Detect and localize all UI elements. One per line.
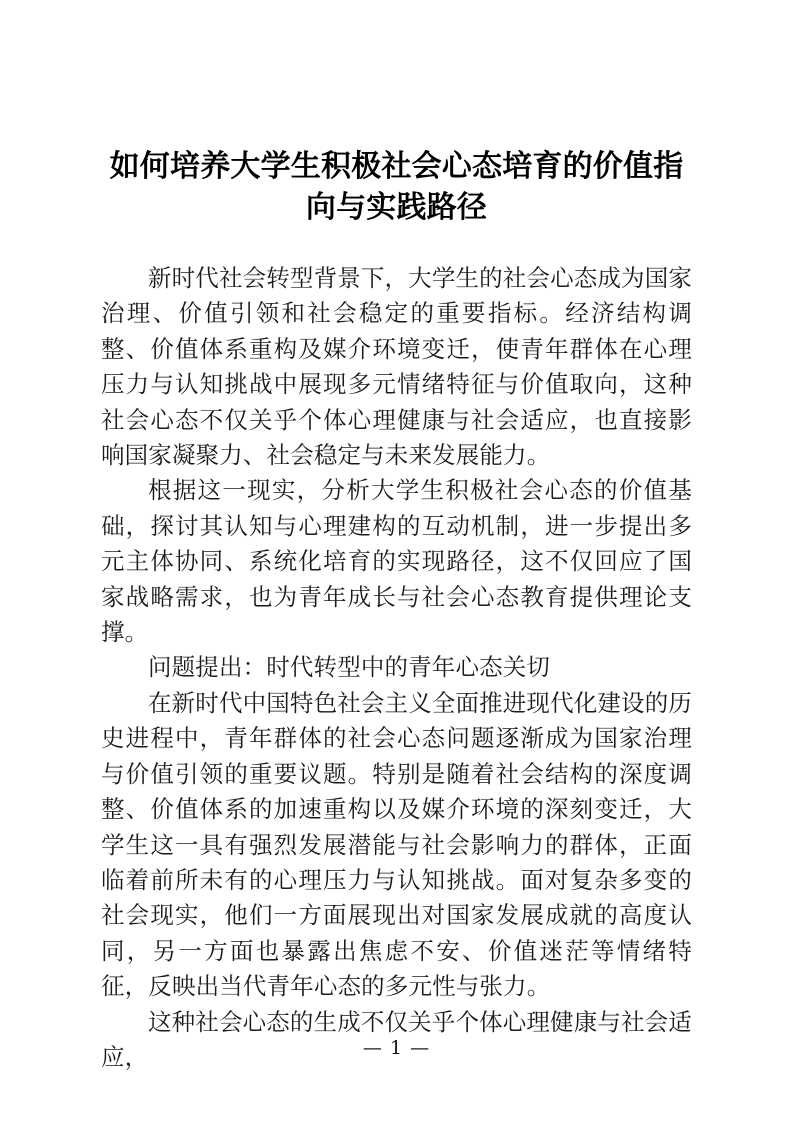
- page-title: 如何培养大学生积极社会心态培育的价值指向与实践路径: [109, 150, 684, 224]
- paragraph-problem-statement-body: 在新时代中国特色社会主义全面推进现代化建设的历史进程中，青年群体的社会心态问题逐渐成为国家治理与价值引领的重要议题。特别是随着社会结构的深度调整、价值体系的加速重构以及媒介环境的深刻变迁，大学生这一具有强烈发展潜能与社会影响力的群体，正面临着前所未有的心理压力与认知挑战。面对复杂多变的社会现实，他们一方面展现出对国家发展成就的高度认同，另一方面也暴露出焦虑不安、价值迷茫等情绪特征，反映出当代青年心态的多元性与张力。: [101, 688, 692, 1001]
- paragraph-intro: 新时代社会转型背景下，大学生的社会心态成为国家治理、价值引领和社会稳定的重要指标。经济结构调整、价值体系重构及媒介环境变迁，使青年群体在心理压力与认知挑战中展现多元情绪特征与价值取向，这种社会心态不仅关乎个体心理健康与社会适应，也直接影响国家凝聚力、社会稳定与未来发展能力。: [101, 264, 692, 470]
- paragraph-research-approach: 根据这一现实，分析大学生积极社会心态的价值基础，探讨其认知与心理建构的互动机制，进一步提出多元主体协同、系统化培育的实现路径，这不仅回应了国家战略需求，也为青年成长与社会心态教育提供理论支撑。: [101, 476, 692, 647]
- page-content-column: [101, 0, 692, 1075]
- page-number-footer: — 1 —: [362, 1037, 431, 1059]
- section-heading-problem-statement: 问题提出：时代转型中的青年心态关切: [148, 653, 551, 682]
- document-body: [101, 261, 692, 1075]
- paragraph-continued-next-page: 这种社会心态的生成不仅关乎个体心理健康与社会适应，: [101, 1007, 692, 1071]
